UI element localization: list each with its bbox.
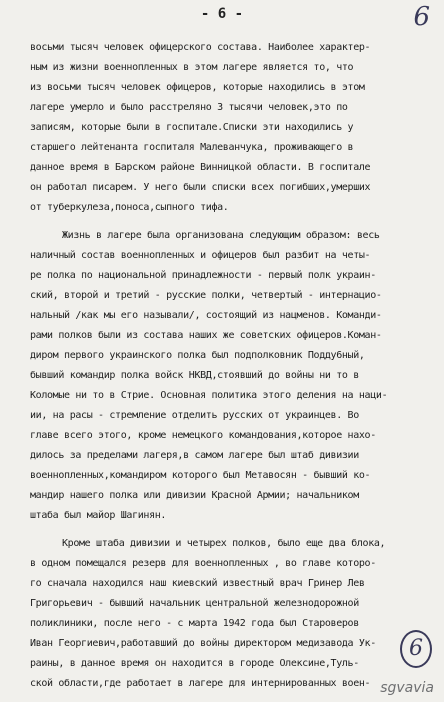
text-line: дилось за пределами лагеря,в самом лагере был штаб дивизии	[30, 450, 359, 461]
text-line: ский, второй и третий - русские полки, четвертый - интернацио-	[30, 290, 382, 301]
text-line: восьми тысяч человек офицерского состава. Наиболее характер-	[30, 42, 371, 53]
text-line: в одном помещался резерв для военнопленных , во главе которо-	[30, 558, 376, 569]
text-line: наличный состав военнопленных и офицеров был разбит на четы-	[30, 250, 371, 261]
text-line: он работал писарем. У него были списки всех погибших,умерших	[30, 182, 371, 193]
handwritten-circled-number: 6	[400, 630, 432, 668]
text-line: мандир нашего полка или дивизии Красной Армии; начальником	[30, 490, 359, 501]
text-line: главе всего этого, кроме немецкого командования,которое нахо-	[30, 430, 376, 441]
text-line: Коломые ни то в Стрие. Основная политика этого деления на наци-	[30, 390, 388, 401]
text-line: военнопленных,командиром которого был Метавосян - бывший ко-	[30, 470, 371, 481]
text-line: нальный /как мы его называли/, состоящий из нацменов. Команди-	[30, 310, 382, 321]
text-line: бывший командир полка войск НКВД,стоявший до войны ни то в	[30, 370, 359, 381]
text-line: от туберкулеза,поноса,сыпного тифа.	[30, 202, 229, 213]
paragraph	[30, 534, 430, 694]
text-line: данное время в Барском районе Винницкой области. В госпитале	[30, 162, 371, 173]
text-line: диром первого украинского полка был подполковник Подду6ный,	[30, 350, 365, 361]
typed-text-body	[30, 38, 430, 702]
text-line: рами полков были из состава наших же советских офицеров.Коман-	[30, 330, 382, 341]
text-line: ным из жизни военнопленных в этом лагере является то, что	[30, 62, 354, 73]
text-line: ре полка по национальной принадлежности - первый полк украин-	[30, 270, 376, 281]
text-line: поликлиники, после него - с марта 1942 года был Староверов	[30, 618, 359, 629]
text-line: старшего лейтенанта госпиталя Малеванчука, проживающего в	[30, 142, 354, 153]
text-line: из восьми тысяч человек офицеров, которые находились в этом	[30, 82, 365, 93]
text-line: лагере умерло и было расстреляно 3 тысячи человек,это по	[30, 102, 348, 113]
handwritten-page-number-top: 6	[413, 2, 430, 32]
watermark: sgvavia	[380, 680, 434, 696]
page-number: - 6 -	[200, 6, 244, 22]
text-line: ии, на расы - стремление отделить русских от украинцев. Во	[30, 410, 359, 421]
text-line: штаба был майор Шагинян.	[30, 510, 167, 521]
text-line: записям, которые были в госпитале.Списки эти находились у	[30, 122, 354, 133]
text-line: Григорьевич - бывший начальник центральной железнодорожной	[30, 598, 359, 609]
text-line: го сначала находился наш киевский известный врач Гринер Лев	[30, 578, 365, 589]
text-line: Жизнь в лагере была организована следующим образом: весь	[62, 230, 380, 241]
text-line: ской области,где работает в лагере для интернированных воен-	[30, 678, 371, 689]
paragraph	[30, 226, 430, 526]
text-line: Иван Георгиевич,работавший до войны директором медизавода Ук-	[30, 638, 376, 649]
paragraph	[30, 38, 430, 218]
text-line: Кроме штаба дивизии и четырех полков, было еще два блока,	[62, 538, 386, 549]
paragraphs-container	[30, 38, 430, 694]
text-line: раины, в данное время он находится в городе Олексине,Туль-	[30, 658, 359, 669]
